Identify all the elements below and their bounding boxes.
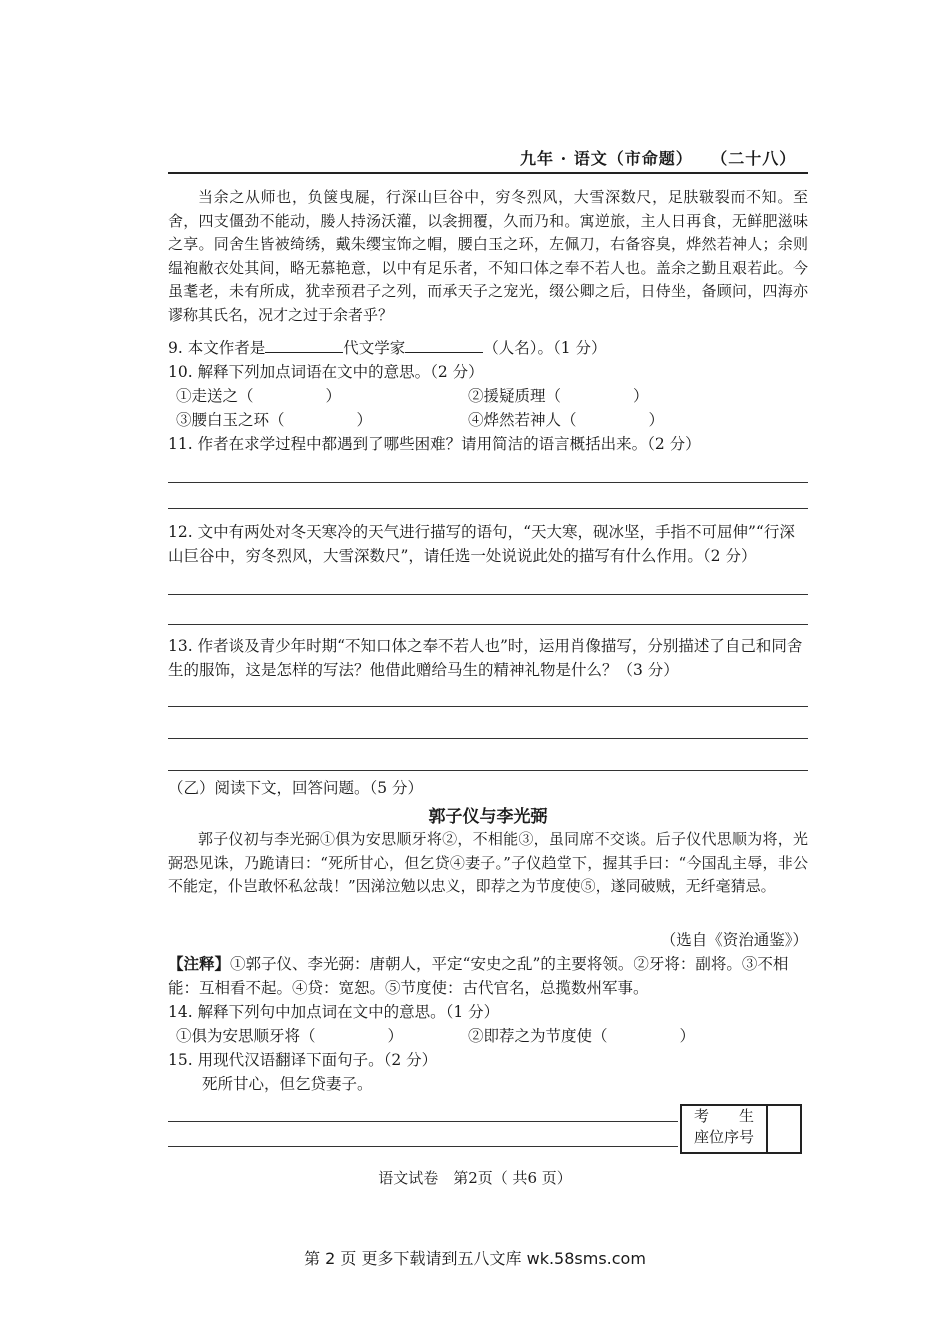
seat-number-label [682, 1106, 768, 1152]
answer-line[interactable] [168, 770, 808, 771]
seat-label-line-1: 考 生 [693, 1107, 754, 1125]
passage-yi-title: 郭子仪与李光弼 [428, 807, 548, 827]
answer-line[interactable] [168, 1146, 678, 1147]
q15-stem: 15. 用现代汉语翻译下面句子。（2 分） [168, 1051, 438, 1069]
seat-number-box [680, 1104, 802, 1154]
q10-stem: 10. 解释下列加点词语在文中的意思。（2 分） [168, 363, 484, 381]
q9-prefix: 9. 本文作者是 [168, 339, 266, 357]
page-footer: 语文试卷 第2页（ 共6 页） [378, 1169, 572, 1187]
question-14 [168, 1000, 808, 1048]
annotations [168, 952, 808, 1000]
q10-item-4: ④烨然若神人（ ） [468, 411, 665, 429]
q10-item-1: ①走送之（ ） [176, 387, 342, 405]
question-12: 12. 文中有两处对冬天寒冷的天气进行描写的语句，“天大寒，砚冰坚，手指不可屈伸”“行深山巨谷中，穷冬烈风，大雪深数尺”，请任选一处说说此处的描写有什么作用。（2 分） [168, 523, 795, 565]
question-10 [168, 360, 808, 432]
q14-item-2: ②即荐之为节度使（ ） [468, 1027, 696, 1045]
page-header [520, 146, 808, 169]
q10-item-3: ③腰白玉之环（ ） [176, 411, 373, 429]
source-citation: （选自《资治通鉴》） [660, 931, 808, 949]
answer-line[interactable] [168, 624, 808, 625]
answer-line[interactable] [168, 1121, 678, 1122]
question-15 [168, 1048, 808, 1096]
seat-label-line-2: 座位序号 [693, 1128, 754, 1146]
download-watermark: 第 2 页 更多下载请到五八文库 wk.58sms.com [304, 1249, 646, 1268]
question-11: 11. 作者在求学过程中都遇到了哪些困难？请用简洁的语言概括出来。（2 分） [168, 435, 701, 453]
q14-item-1: ①俱为安思顺牙将（ ） [176, 1027, 404, 1045]
note-text: ①郭子仪、李光弼：唐朝人，平定“安史之乱”的主要将领。②牙将：副将。③不相能：互相看不起。④贷：宽恕。⑤节度使：古代官名，总揽数州军事。 [168, 955, 789, 997]
header-rule [168, 172, 808, 174]
passage-yi-text: 郭子仪初与李光弼①俱为安思顺牙将②，不相能③，虽同席不交谈。后子仪代思顺为将，光弼恐见诛，乃跪请曰：“死所甘心，但乞贷④妻子。”子仪趋堂下，握其手曰：“今国乱主辱，非公不能定，仆岂敢怀私忿哉！”因涕泣勉以忠义，即荐之为节度使⑤，遂同破贼，无纤毫猜忌。 [168, 830, 808, 895]
q14-stem: 14. 解释下列句中加点词在文中的意思。（1 分） [168, 1003, 500, 1021]
answer-line[interactable] [168, 482, 808, 483]
question-9 [168, 336, 808, 360]
q9-suffix: （人名）。（1 分） [483, 339, 607, 357]
q9-blank-2[interactable] [405, 338, 483, 353]
section-yi-heading: （乙）阅读下文，回答问题。（5 分） [168, 779, 424, 797]
note-label: 【注释】 [168, 955, 231, 973]
q10-item-2: ②援疑质理（ ） [468, 387, 649, 405]
q9-middle: 代文学家 [343, 339, 406, 357]
passage-jia-text: 当余之从师也，负箧曳屣，行深山巨谷中，穷冬烈风，大雪深数尺，足肤皲裂而不知。至舍，四支僵劲不能动，媵人持汤沃灌，以衾拥覆，久而乃和。寓逆旅，主人日再食，无鲜肥滋味之享。同舍生皆被绮绣，戴朱缨宝饰之帽，腰白玉之环，左佩刀，右备容臭，烨然若神人；余则缊袍敝衣处其间，略无慕艳意，以中有足乐者，不知口体之奉不若人也。盖余之勤且艰若此。今虽耄老，未有所成，犹幸预君子之列，而承天子之宠光，缀公卿之后，日侍坐，备顾问，四海亦谬称其氏名，况才之过于余者乎？ [168, 188, 808, 324]
question-13: 13. 作者谈及青少年时期“不知口体之奉不若人也”时，运用肖像描写，分别描述了自己和同舍生的服饰，这是怎样的写法？他借此赠给马生的精神礼物是什么？（3 分） [168, 637, 803, 679]
answer-line[interactable] [168, 706, 808, 707]
q15-sentence: 死所甘心，但乞贷妻子。 [202, 1075, 373, 1093]
answer-line[interactable] [168, 738, 808, 739]
q9-blank-1[interactable] [265, 338, 343, 353]
passage-jia [168, 186, 808, 327]
header-grade: 九年 · 语文（市命题） [520, 149, 693, 168]
answer-line[interactable] [168, 594, 808, 595]
answer-line[interactable] [168, 508, 808, 509]
passage-yi [168, 828, 808, 899]
header-number: （二十八） [711, 149, 797, 168]
